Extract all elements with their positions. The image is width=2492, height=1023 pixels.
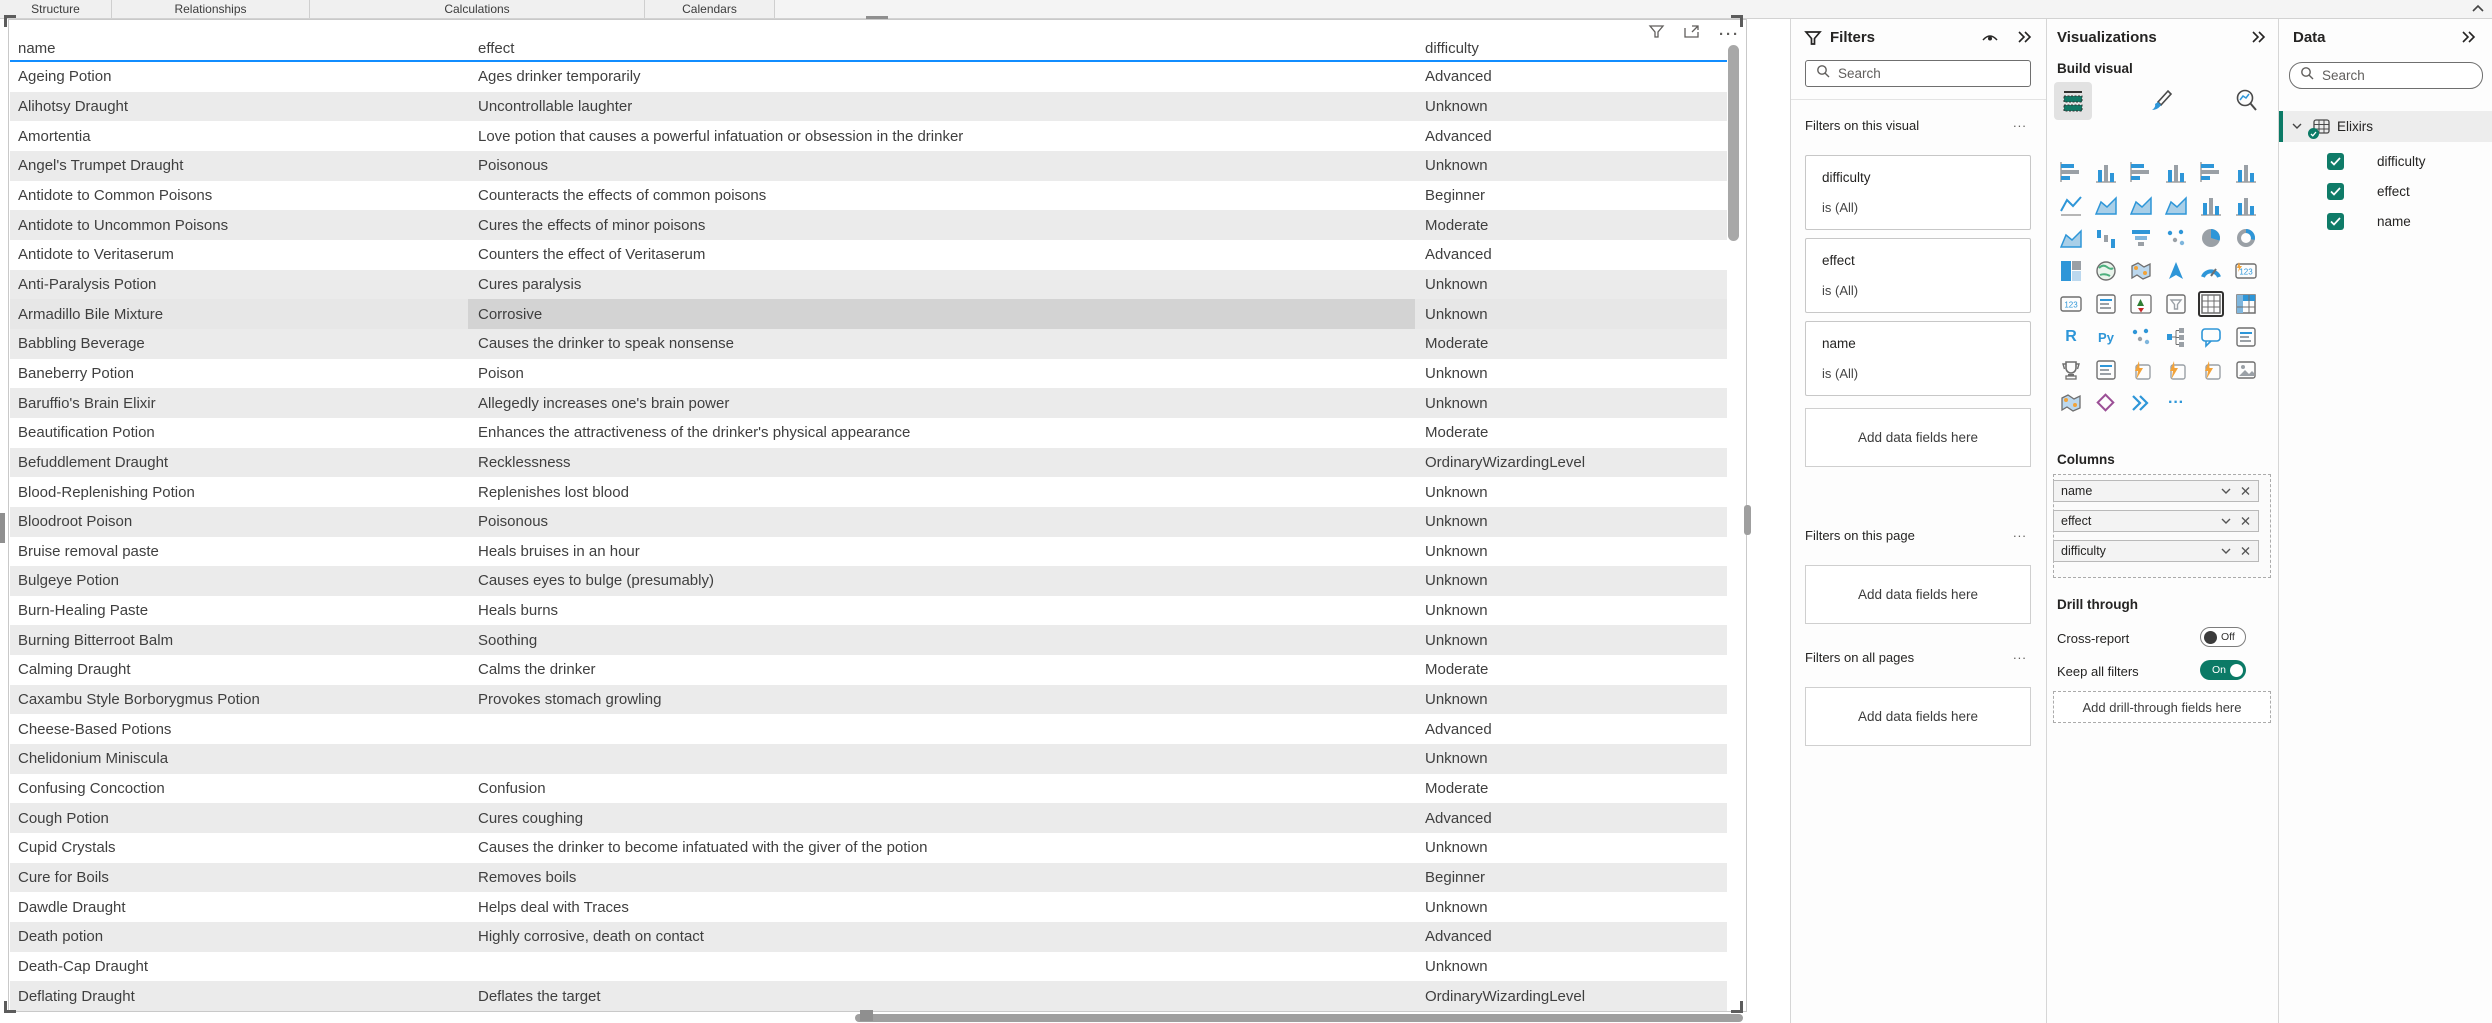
cell-name[interactable]: Cupid Crystals [18,839,116,857]
cell-effect[interactable]: Poisonous [478,513,549,531]
cell-name[interactable]: Befuddlement Draught [18,453,169,471]
more-options-icon[interactable]: ... [2013,115,2027,130]
table-row[interactable] [10,655,1727,685]
cell-effect[interactable]: Soothing [478,631,538,649]
filters-search-input[interactable] [1805,60,2031,87]
field-name: difficulty [2377,153,2426,169]
column-header-name[interactable]: name [18,40,56,57]
cell-effect[interactable]: Cures the effects of minor poisons [478,216,706,234]
table-row[interactable] [10,566,1727,596]
cell-difficulty[interactable]: Advanced [1425,246,1492,264]
table-row[interactable] [10,210,1727,240]
map-icon[interactable] [2093,258,2119,284]
cell-effect[interactable]: Provokes stomach growling [478,691,662,709]
cell-difficulty[interactable]: Unknown [1425,631,1488,649]
cell-effect[interactable]: Causes the drinker to become infatuated with the giver of the potion [478,839,928,857]
table-row[interactable] [10,714,1727,744]
cell-difficulty[interactable]: Unknown [1425,542,1488,560]
visual-resize-handle-bottom[interactable] [860,1010,873,1021]
cell-effect[interactable]: Removes boils [478,869,577,887]
table-vertical-scrollbar[interactable] [1728,45,1739,241]
cell-effect[interactable]: Heals bruises in an hour [478,542,640,560]
cell-name[interactable]: Bruise removal paste [18,542,159,560]
filter-condition: is (All) [1822,283,1859,298]
metrics-icon[interactable] [2058,357,2084,383]
donut-chart-icon[interactable] [2233,225,2259,251]
cell-effect[interactable]: Recklessness [478,453,571,471]
cross-report-label: Cross-report [2057,631,2130,646]
r-script-visual-icon[interactable]: R [2065,328,2077,345]
more-options-icon[interactable]: ··· [1719,25,1740,43]
columns-well-label: Columns [2057,452,2115,467]
smart-narrative-icon[interactable] [2233,324,2259,350]
cell-effect[interactable]: Counteracts the effects of common poisons [478,186,767,204]
visual-resize-handle-top-left[interactable] [4,15,16,27]
field-pill-label: difficulty [2061,544,2106,558]
more-options-icon[interactable]: ... [2013,525,2027,540]
drill-through-label: Drill through [2057,597,2138,612]
data-field-row-effect[interactable] [2279,176,2492,206]
toggle-state-label: Off [2221,631,2235,643]
table-row[interactable] [10,922,1727,952]
filters-pane-title: Filters [1830,29,1876,46]
pie-chart-icon[interactable] [2198,225,2224,251]
collapse-pane-icon[interactable] [2251,30,2267,49]
visualizations-pane-title: Visualizations [2057,29,2157,46]
cell-difficulty[interactable]: Unknown [1425,602,1488,620]
kpi-icon[interactable] [2128,291,2154,317]
toggle-knob [2204,631,2217,644]
cell-effect[interactable]: Causes eyes to bulge (presumably) [478,572,714,590]
image-icon[interactable] [2233,357,2259,383]
filter-condition: is (All) [1822,366,1859,381]
table-row[interactable] [10,596,1727,626]
cell-name[interactable]: Blood-Replenishing Potion [18,483,195,501]
data-search-placeholder: Search [2322,68,2365,83]
cell-name[interactable]: Dawdle Draught [18,898,126,916]
table-row[interactable] [10,744,1727,774]
hundred-percent-stacked-area-chart-icon[interactable] [2163,192,2189,218]
add-data-fields-dropzone[interactable] [1805,687,2031,746]
table-body [10,62,1727,1011]
column-header-difficulty[interactable]: difficulty [1425,40,1479,57]
selection-accent-bar [2279,111,2283,142]
filter-field-name: difficulty [1822,170,1871,185]
visual-resize-handle-bottom-left[interactable] [4,1001,16,1013]
remove-field-icon[interactable] [2240,514,2251,531]
visualizations-pane [2046,19,2278,1023]
treemap-icon[interactable] [2058,258,2084,284]
tab-build-visual[interactable] [2054,82,2092,120]
scorecard-icon[interactable] [2198,357,2224,383]
cell-effect[interactable]: Ages drinker temporarily [478,68,641,86]
checked-badge [2308,128,2319,139]
cell-difficulty[interactable]: Moderate [1425,661,1489,679]
filter-card-name[interactable] [1805,321,2031,396]
remove-field-icon[interactable] [2240,484,2251,501]
table-row[interactable] [10,625,1727,655]
cell-name[interactable]: Deflating Draught [18,987,135,1005]
table-icon[interactable] [2198,291,2224,317]
cell-name[interactable]: Bulgeye Potion [18,572,119,590]
cell-name[interactable]: Cure for Boils [18,869,109,887]
table-row[interactable] [10,537,1727,567]
drill-through-well[interactable] [2053,691,2271,723]
toggle-knob [2230,664,2243,677]
q-and-a-icon[interactable] [2198,324,2224,350]
line-and-clustered-column-chart-icon[interactable] [2233,192,2259,218]
cell-effect[interactable]: Highly corrosive, death on contact [478,928,704,946]
table-row[interactable] [10,892,1727,922]
cell-effect[interactable]: Replenishes lost blood [478,483,629,501]
cell-difficulty[interactable]: Unknown [1425,157,1488,175]
filters-section-label: Filters on this visual [1805,118,1920,133]
card-icon[interactable] [2058,291,2084,317]
cell-name[interactable]: Baneberry Potion [18,364,134,382]
cross-report-toggle[interactable] [2200,627,2246,647]
page-tab-calculations[interactable]: Calculations [310,0,645,18]
cell-name[interactable]: Beautification Potion [18,424,155,442]
cell-effect[interactable]: Confusion [478,780,546,798]
stacked-column-chart-icon[interactable] [2093,159,2119,185]
table-row[interactable] [10,270,1727,300]
cell-effect[interactable]: Poison [478,364,524,382]
add-data-fields-dropzone[interactable] [1805,565,2031,624]
more-options-icon[interactable]: ... [2013,647,2027,662]
cell-name[interactable]: Burn-Healing Paste [18,602,149,620]
field-name: effect [2377,183,2410,199]
cell-name[interactable]: Anti-Paralysis Potion [18,275,157,293]
remove-field-icon[interactable] [2240,544,2251,561]
cell-effect[interactable]: Uncontrollable laughter [478,97,633,115]
clustered-bar-chart-icon[interactable] [2128,159,2154,185]
cell-effect[interactable] [468,744,1415,774]
collapse-pane-icon[interactable] [2461,30,2477,49]
gauge-icon[interactable] [2198,258,2224,284]
cell-difficulty[interactable]: Advanced [1425,68,1492,86]
cell-name[interactable]: Confusing Concoction [18,780,165,798]
filters-section-label: Filters on all pages [1805,650,1915,665]
tab-format-visual[interactable] [2142,82,2180,120]
cell-name[interactable]: Armadillo Bile Mixture [10,299,468,329]
cell-difficulty[interactable]: Unknown [1425,483,1488,501]
cell-difficulty[interactable]: Unknown [1425,958,1488,976]
card-new-icon[interactable] [2233,258,2259,284]
cell-difficulty[interactable]: Unknown [1425,275,1488,293]
filter-condition: is (All) [1822,200,1859,215]
cell-effect[interactable]: Enhances the attractiveness of the drinker's physical appearance [478,424,911,442]
cell-effect[interactable]: Heals burns [478,602,559,620]
table-row[interactable] [10,151,1727,181]
field-pill-name[interactable] [2053,480,2259,502]
cell-difficulty[interactable]: Advanced [1425,928,1492,946]
stacked-area-chart-icon[interactable] [2128,192,2154,218]
canvas-horizontal-scrollbar[interactable] [855,1014,1743,1022]
filters-pane [1790,19,2046,1023]
column-header-effect[interactable]: effect [478,40,515,57]
svg-text:123: 123 [2239,267,2253,277]
key-influencers-icon[interactable] [2128,324,2154,350]
table-row[interactable] [10,92,1727,122]
python-visual-icon[interactable]: Py [2098,329,2114,345]
cell-name[interactable]: Chelidonium Miniscula [18,750,169,768]
cell-difficulty[interactable]: Unknown [1425,839,1488,857]
cell-difficulty[interactable]: Unknown [1425,364,1488,382]
cell-difficulty[interactable]: Unknown [1425,513,1488,531]
paginated-report-icon[interactable] [2093,357,2119,383]
waterfall-chart-icon[interactable] [2093,225,2119,251]
filters-section-label: Filters on this page [1805,528,1915,543]
cell-name[interactable]: Caxambu Style Borborygmus Potion [18,691,260,709]
cell-difficulty[interactable]: Unknown [1415,299,1727,329]
cell-name[interactable]: Death-Cap Draught [18,958,149,976]
cell-difficulty[interactable]: Moderate [1425,424,1489,442]
cell-difficulty[interactable]: Beginner [1425,186,1486,204]
filter-field-name: effect [1822,253,1855,268]
line-chart-icon[interactable] [2058,192,2084,218]
keep-all-filters-label: Keep all filters [2057,664,2139,679]
chevron-down-icon[interactable] [2220,514,2232,531]
cell-effect[interactable]: Love potion that causes a powerful infatuation or obsession in the drinker [478,127,964,145]
cell-effect[interactable]: Deflates the target [478,987,601,1005]
cell-name[interactable]: Antidote to Uncommon Poisons [18,216,229,234]
filter-field-name: name [1822,336,1856,351]
drill-through-prompt: Add drill-through fields here [2082,699,2242,715]
cell-effect[interactable]: Cures coughing [478,809,584,827]
cell-name[interactable]: Antidote to Common Poisons [18,186,213,204]
data-field-row-difficulty[interactable] [2279,146,2492,176]
field-name: name [2377,213,2411,229]
add-data-fields-prompt: Add data fields here [1857,709,1979,724]
eye-icon[interactable] [1981,30,1999,51]
table-row[interactable] [10,981,1727,1011]
data-pane-title: Data [2293,29,2326,46]
table-row[interactable] [10,181,1727,211]
visual-resize-handle-left[interactable] [0,513,5,543]
add-data-fields-prompt: Add data fields here [1857,587,1979,602]
keep-all-filters-toggle[interactable] [2200,660,2246,680]
table-row[interactable] [10,803,1727,833]
cell-difficulty[interactable]: OrdinaryWizardingLevel [1425,987,1586,1005]
funnel-chart-icon[interactable] [2128,225,2154,251]
divider [1791,99,2047,100]
data-pane [2278,19,2492,1023]
filled-map-icon[interactable] [2128,258,2154,284]
power-apps-visual-icon[interactable] [2128,357,2154,383]
build-visual-label: Build visual [2057,61,2133,76]
hundred-percent-stacked-bar-chart-icon[interactable] [2198,159,2224,185]
visual-resize-handle-top-right[interactable] [1731,15,1743,27]
cell-difficulty[interactable]: Moderate [1425,780,1489,798]
data-field-row-name[interactable] [2279,206,2492,236]
slicer-icon[interactable] [2163,291,2189,317]
clustered-column-chart-icon[interactable] [2163,159,2189,185]
table-row[interactable] [10,388,1727,418]
cell-difficulty[interactable]: Unknown [1425,691,1488,709]
multi-row-card-icon[interactable] [2093,291,2119,317]
table-row[interactable] [10,299,1727,329]
cell-difficulty[interactable]: Advanced [1425,127,1492,145]
filter-card-effect[interactable] [1805,238,2031,313]
table-header-row [10,38,1727,60]
filter-icon [1804,29,1822,52]
table-row[interactable] [10,240,1727,270]
cell-name[interactable]: Ageing Potion [18,68,112,86]
cell-name[interactable]: Cough Potion [18,809,109,827]
table-row[interactable] [10,359,1727,389]
cell-difficulty[interactable]: Moderate [1425,216,1489,234]
data-table-name: Elixirs [2337,119,2373,134]
page-tab-relationships[interactable]: Relationships [112,0,310,18]
field-checkbox[interactable] [2327,153,2344,170]
chevron-down-icon[interactable] [2220,544,2232,561]
ribbon-chart-icon[interactable] [2058,225,2084,251]
cell-name[interactable]: Babbling Beverage [18,335,145,353]
add-data-fields-prompt: Add data fields here [1857,430,1979,445]
table-row[interactable] [10,774,1727,804]
page-tab-structure[interactable]: Structure [0,0,112,18]
svg-text:123: 123 [2064,300,2078,310]
cell-name[interactable]: Antidote to Veritaserum [18,246,174,264]
power-platform-visual-icon[interactable] [2128,390,2154,416]
table-row[interactable] [10,685,1727,715]
collapse-pane-icon[interactable] [2017,30,2033,49]
filters-search-placeholder: Search [1838,66,1881,81]
table-row[interactable] [10,62,1727,92]
cell-effect[interactable]: Cures paralysis [478,275,582,293]
toggle-state-label: On [2211,664,2226,676]
area-chart-icon[interactable] [2093,192,2119,218]
cell-difficulty[interactable]: Unknown [1425,898,1488,916]
filter-card-difficulty[interactable] [1805,155,2031,230]
field-checkbox[interactable] [2327,213,2344,230]
matrix-icon[interactable] [2233,291,2259,317]
arcgis-map-icon[interactable] [2058,390,2084,416]
cell-difficulty[interactable]: Beginner [1425,869,1486,887]
table-row[interactable] [10,329,1727,359]
cell-effect[interactable]: Poisonous [478,157,549,175]
azure-map-icon[interactable] [2163,258,2189,284]
cell-name[interactable]: Bloodroot Poison [18,513,133,531]
cell-effect[interactable] [468,952,1415,982]
cell-difficulty[interactable]: Advanced [1425,720,1492,738]
chevron-up-icon[interactable] [2470,2,2486,16]
cell-name[interactable]: Baruffio's Brain Elixir [18,394,156,412]
cell-effect[interactable]: Causes the drinker to speak nonsense [478,335,734,353]
table-icon [2313,119,2330,134]
scatter-chart-icon[interactable] [2163,225,2189,251]
field-pill-label: effect [2061,514,2092,528]
cell-difficulty[interactable]: Unknown [1425,394,1488,412]
table-row[interactable] [10,418,1727,448]
cell-name[interactable]: Alihotsy Draught [18,97,129,115]
cell-name[interactable]: Calming Draught [18,661,131,679]
cell-name[interactable]: Burning Bitterroot Balm [18,631,174,649]
search-icon [1816,64,1830,83]
table-row[interactable] [10,507,1727,537]
search-icon [2300,66,2314,85]
cell-effect[interactable]: Counters the effect of Veritaserum [478,246,706,264]
cell-difficulty[interactable]: Advanced [1425,809,1492,827]
cell-effect[interactable]: Allegedly increases one's brain power [478,394,730,412]
cell-difficulty[interactable]: OrdinaryWizardingLevel [1425,453,1586,471]
table-row[interactable] [10,833,1727,863]
field-checkbox[interactable] [2327,183,2344,200]
cell-effect[interactable]: Corrosive [468,299,1415,329]
add-data-fields-dropzone[interactable] [1805,408,2031,467]
field-pill-label: name [2061,484,2093,498]
visual-resize-handle-bottom-right[interactable] [1731,1001,1743,1013]
hundred-percent-stacked-column-chart-icon[interactable] [2233,159,2259,185]
table-row[interactable] [10,477,1727,507]
chevron-down-icon[interactable] [2291,118,2303,136]
table-row[interactable] [10,121,1727,151]
page-tab-calendars[interactable]: Calendars [645,0,775,18]
cell-effect[interactable] [468,714,1415,744]
power-automate-visual-icon[interactable] [2163,357,2189,383]
stacked-bar-chart-icon[interactable] [2058,159,2084,185]
page-tab-strip [0,0,2492,19]
chevron-down-icon[interactable] [2220,484,2232,501]
cell-effect[interactable]: Calms the drinker [478,661,596,679]
table-row[interactable] [10,863,1727,893]
table-row[interactable] [10,952,1727,982]
cell-difficulty[interactable]: Unknown [1425,97,1488,115]
cell-effect[interactable]: Helps deal with Traces [478,898,629,916]
cell-name[interactable]: Angel's Trumpet Draught [18,157,184,175]
cell-difficulty[interactable]: Unknown [1425,572,1488,590]
field-pill-effect[interactable] [2053,510,2259,532]
cell-difficulty[interactable]: Unknown [1425,750,1488,768]
cell-name[interactable]: Death potion [18,928,104,946]
field-pill-difficulty[interactable] [2053,540,2259,562]
decomposition-tree-icon[interactable] [2163,324,2189,350]
get-more-visuals-icon[interactable]: ··· [2168,394,2184,411]
tab-analytics[interactable] [2228,82,2266,120]
cell-difficulty[interactable]: Moderate [1425,335,1489,353]
page-tab-strip-filler [775,0,2492,18]
hierarchy-slicer-icon[interactable] [2093,390,2119,416]
data-search-input[interactable] [2289,62,2483,89]
line-and-stacked-column-chart-icon[interactable] [2198,192,2224,218]
data-table-row-elixirs[interactable] [2279,111,2492,142]
table-row[interactable] [10,448,1727,478]
cell-name[interactable]: Amortentia [18,127,91,145]
cell-name[interactable]: Cheese-Based Potions [18,720,172,738]
visual-resize-handle-right[interactable] [1744,505,1751,535]
